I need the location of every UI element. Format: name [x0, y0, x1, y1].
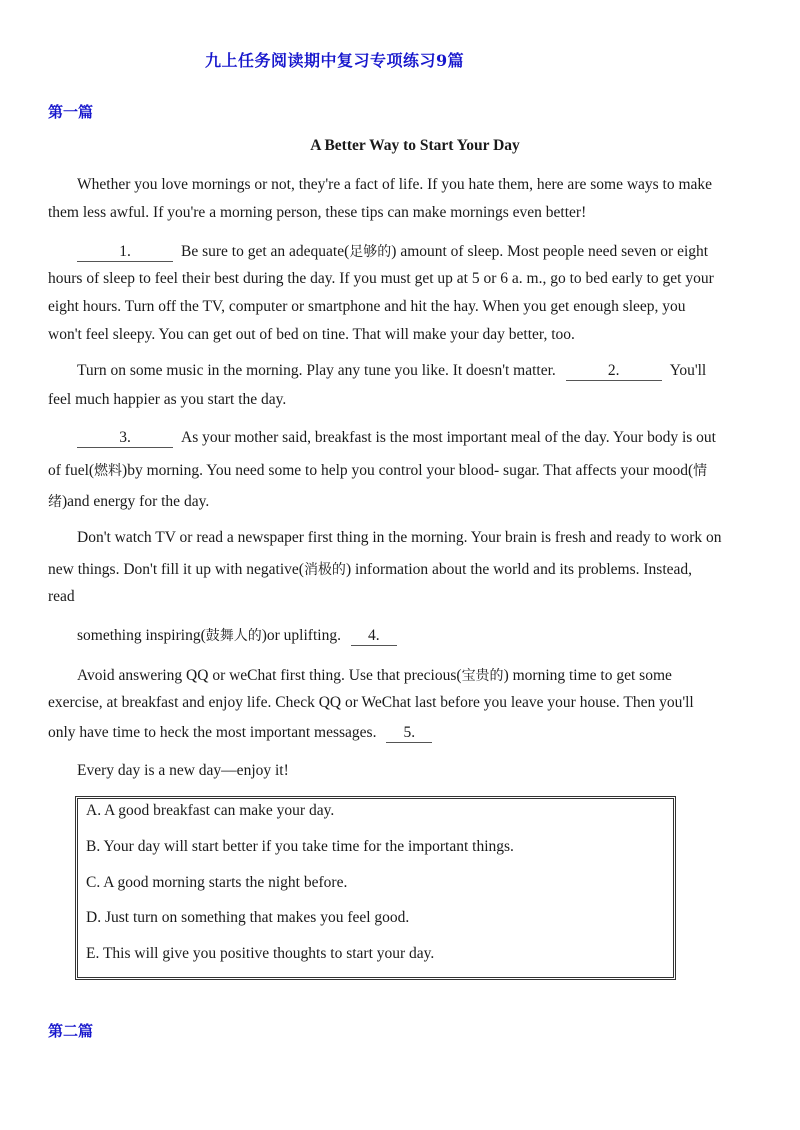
- answer-blank-2[interactable]: 2.: [566, 362, 662, 381]
- paragraph-1-line-1: Whether you love mornings or not, they're a fact of life. If you hate them, here are some ways to make: [77, 176, 713, 193]
- paragraph-2-line-4: won't feel sleepy. You can get out of bed on tine. That will make your day better, too.: [48, 326, 575, 343]
- paragraph-5-line-1: Don't watch TV or read a newspaper first thing in the morning. Your brain is fresh and ready to work on: [77, 529, 722, 546]
- paragraph-2-line-3: eight hours. Turn off the TV, computer or smartphone and hit the hay. When you get enough sleep, you: [48, 298, 686, 315]
- chinese-gloss: 燃料: [94, 463, 123, 479]
- answer-blank-4[interactable]: 4.: [351, 627, 397, 646]
- option-c: C. A good morning starts the night before.: [86, 874, 348, 891]
- paragraph-4-line-1: [77, 429, 716, 448]
- option-d: D. Just turn on something that makes you feel good.: [86, 909, 410, 926]
- text-run: only have time to heck the most important messages.: [48, 724, 377, 741]
- text-run: Avoid answering QQ or weChat first thing. Use that precious(: [77, 667, 462, 684]
- chinese-gloss: 消极的: [303, 562, 346, 578]
- text-run: Be sure to get an adequate(: [181, 243, 350, 260]
- paragraph-3-line-2: feel much happier as you start the day.: [48, 391, 287, 408]
- text-run: )by morning. You need some to help you control your blood- sugar. That affects your mood(: [122, 462, 694, 479]
- text-run: ) information about the world and its problems. Instead,: [345, 561, 693, 578]
- text-run: )and energy for the day.: [62, 493, 210, 510]
- option-a: A. A good breakfast can make your day.: [86, 802, 335, 819]
- text-run: Turn on some music in the morning. Play any tune you like. It doesn't matter.: [77, 362, 556, 379]
- text-run: of fuel(: [48, 462, 95, 479]
- paragraph-2-line-2: hours of sleep to feel their best during the day. If you must get up at 5 or 6 a. m., go to bed early to get your: [48, 270, 714, 287]
- option-b: B. Your day will start better if you take time for the important things.: [86, 838, 514, 855]
- answer-blank-5[interactable]: 5.: [386, 724, 432, 743]
- paragraph-7: Every day is a new day—enjoy it!: [77, 762, 289, 779]
- chinese-gloss: 鼓舞人的: [205, 628, 262, 644]
- paragraph-5-line-2: [48, 559, 692, 579]
- paragraph-6-line-2: exercise, at breakfast and enjoy life. Check QQ or WeChat last before you leave your house. Then you'll: [48, 694, 694, 711]
- answer-blank-3[interactable]: 3.: [77, 429, 173, 448]
- answer-blank-1[interactable]: 1.: [77, 243, 173, 262]
- passage-heading: A Better Way to Start Your Day: [310, 137, 520, 154]
- paragraph-6-line-3: [48, 724, 440, 743]
- chinese-gloss: 绪: [48, 494, 62, 510]
- paragraph-5-line-3: read: [48, 588, 75, 605]
- paragraph-5-line-4: [77, 625, 405, 646]
- section-heading-1: 第一篇: [48, 103, 94, 121]
- chinese-gloss: 宝贵的: [461, 668, 504, 684]
- chinese-gloss: 足够的: [349, 244, 392, 260]
- text-run: something inspiring(: [77, 627, 206, 644]
- chinese-gloss: 情: [693, 463, 708, 479]
- text-run: new things. Don't fill it up with negative(: [48, 561, 304, 578]
- text-run: As your mother said, breakfast is the most important meal of the day. Your body is out: [181, 429, 716, 446]
- option-e: E. This will give you positive thoughts to start your day.: [86, 945, 435, 962]
- document-title: 九上任务阅读期中复习专项练习9篇: [205, 51, 465, 70]
- paragraph-3-line-1: [77, 362, 706, 381]
- paragraph-6-line-1: [77, 665, 672, 685]
- text-run: ) morning time to get some: [503, 667, 672, 684]
- text-run: You'll: [669, 362, 707, 379]
- section-heading-2: 第二篇: [48, 1022, 94, 1040]
- paragraph-2-line-1: [77, 241, 708, 262]
- paragraph-4-line-3: [48, 491, 209, 511]
- text-run: )or uplifting.: [261, 627, 341, 644]
- paragraph-4-line-2: [48, 460, 707, 480]
- text-run: ) amount of sleep. Most people need seven or eight: [391, 243, 709, 260]
- paragraph-1-line-2: them less awful. If you're a morning person, these tips can make mornings even better!: [48, 204, 587, 221]
